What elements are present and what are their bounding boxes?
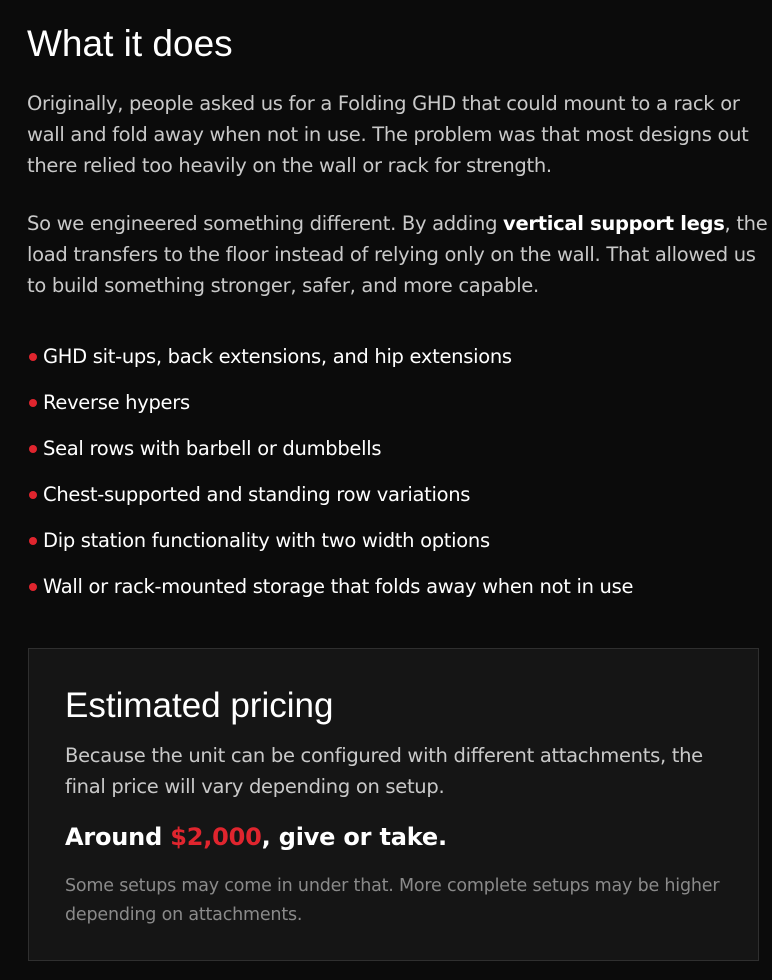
feature-label: Chest-supported and standing row variations	[43, 483, 471, 506]
price-amount: $2,000	[170, 823, 262, 851]
intro-paragraph: Originally, people asked us for a Folding GHD that could mount to a rack or wall and fold away when not in use. The problem was that most designs out there relied too heavily on the wall or rack for strength.	[27, 92, 749, 177]
bullet-dot-icon	[29, 445, 37, 453]
feature-list-item	[27, 478, 633, 524]
price-suffix: , give or take.	[261, 823, 447, 851]
feature-label: Reverse hypers	[43, 391, 190, 414]
feature-list	[27, 340, 633, 616]
engineering-paragraph-end: , the load transfers to the floor instead of relying only on the wall. That allowed us to build something stronger, safer, and more capable.	[27, 212, 768, 297]
pricing-note: Some setups may come in under that. More complete setups may be higher depending on attachments.	[65, 876, 720, 925]
feature-label: GHD sit-ups, back extensions, and hip extensions	[43, 345, 512, 368]
pricing-description: Because the unit can be configured with different attachments, the final price will vary depending on setup.	[65, 744, 703, 798]
feature-list-item	[27, 340, 633, 386]
feature-label: Wall or rack-mounted storage that folds away when not in use	[43, 575, 634, 598]
pricing-title: Estimated pricing	[65, 686, 334, 725]
engineering-paragraph	[27, 208, 772, 301]
price-prefix: Around	[65, 823, 171, 851]
bullet-dot-icon	[29, 353, 37, 361]
engineering-paragraph-start: So we engineered something different. By adding	[27, 212, 504, 235]
feature-list-item	[27, 524, 633, 570]
section-title: What it does	[27, 23, 233, 64]
feature-label: Dip station functionality with two width options	[43, 529, 490, 552]
bullet-dot-icon	[29, 399, 37, 407]
bullet-dot-icon	[29, 491, 37, 499]
estimated-pricing-card	[28, 648, 759, 961]
bullet-dot-icon	[29, 583, 37, 591]
feature-label: Seal rows with barbell or dumbbells	[43, 437, 382, 460]
feature-list-item	[27, 432, 633, 478]
feature-list-item	[27, 570, 633, 616]
bullet-dot-icon	[29, 537, 37, 545]
vertical-support-legs-emphasis: vertical support legs	[503, 212, 725, 235]
price-estimate	[65, 819, 447, 855]
feature-list-item	[27, 386, 633, 432]
